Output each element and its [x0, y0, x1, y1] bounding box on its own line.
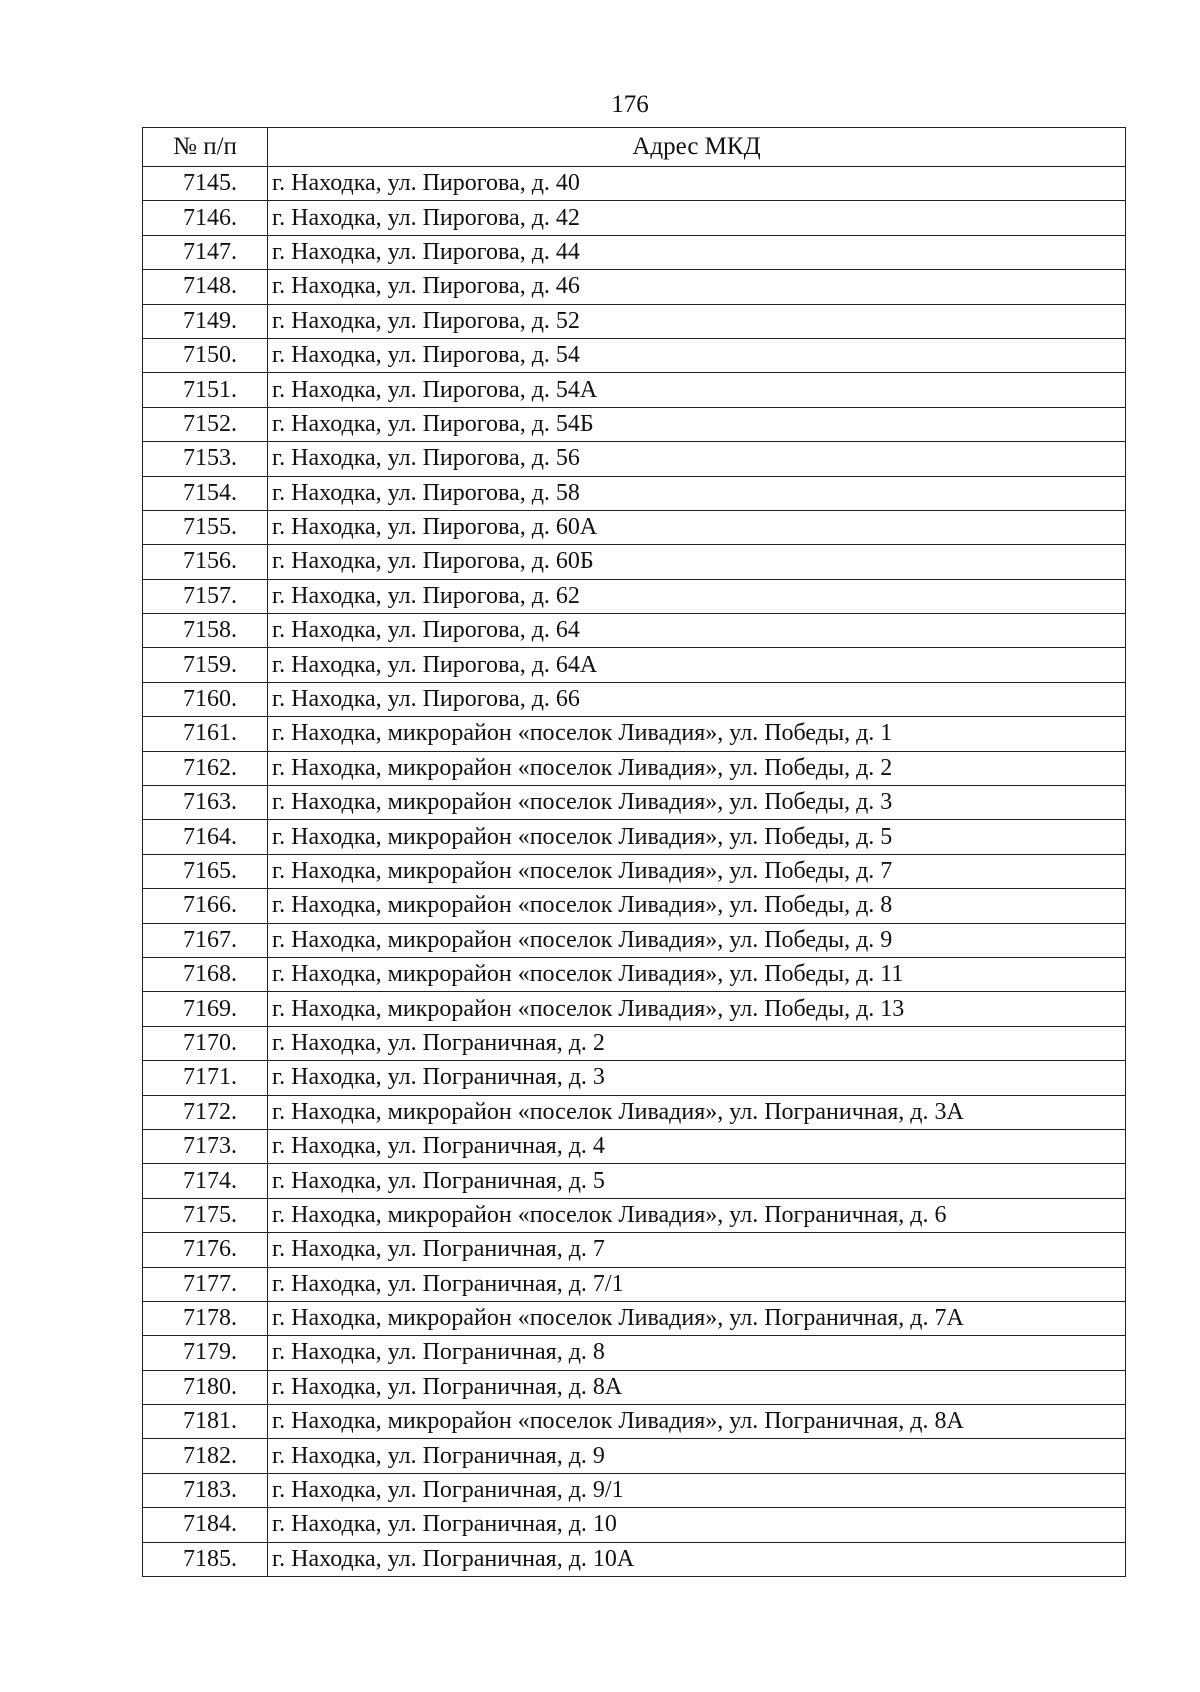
page-number: 176	[611, 91, 649, 118]
table-row	[143, 1508, 1126, 1542]
address-cell: г. Находка, ул. Пирогова, д. 60А	[268, 510, 1126, 544]
table-row	[143, 167, 1126, 201]
table-row	[143, 682, 1126, 716]
table-row	[143, 992, 1126, 1026]
table-row	[143, 1129, 1126, 1163]
table-row	[143, 1267, 1126, 1301]
row-number-cell: 7160.	[143, 682, 268, 716]
table-row	[143, 1370, 1126, 1404]
row-number-cell: 7163.	[143, 786, 268, 820]
address-cell: г. Находка, ул. Пирогова, д. 42	[268, 201, 1126, 235]
table-row	[143, 1542, 1126, 1576]
address-cell: г. Находка, микрорайон «поселок Ливадия», ул. Победы, д. 9	[268, 923, 1126, 957]
row-number-cell: 7168.	[143, 957, 268, 991]
row-number-cell: 7166.	[143, 889, 268, 923]
table-row	[143, 338, 1126, 372]
row-number-cell: 7173.	[143, 1129, 268, 1163]
address-cell: г. Находка, ул. Пирогова, д. 60Б	[268, 545, 1126, 579]
address-cell: г. Находка, ул. Пирогова, д. 66	[268, 682, 1126, 716]
row-number-cell: 7167.	[143, 923, 268, 957]
row-number-cell: 7182.	[143, 1439, 268, 1473]
address-cell: г. Находка, ул. Пограничная, д. 9	[268, 1439, 1126, 1473]
row-number-cell: 7161.	[143, 717, 268, 751]
row-number-cell: 7146.	[143, 201, 268, 235]
table-row	[143, 545, 1126, 579]
address-cell: г. Находка, ул. Пограничная, д. 7	[268, 1233, 1126, 1267]
address-cell: г. Находка, ул. Пирогова, д. 64	[268, 614, 1126, 648]
table-row	[143, 717, 1126, 751]
table-row	[143, 235, 1126, 269]
row-number-cell: 7174.	[143, 1164, 268, 1198]
row-number-cell: 7172.	[143, 1095, 268, 1129]
table-row	[143, 1405, 1126, 1439]
row-number-cell: 7154.	[143, 476, 268, 510]
table-row	[143, 373, 1126, 407]
table-header-row	[143, 128, 1126, 167]
table-row	[143, 476, 1126, 510]
table-row	[143, 1164, 1126, 1198]
row-number-cell: 7151.	[143, 373, 268, 407]
address-cell: г. Находка, ул. Пирогова, д. 52	[268, 304, 1126, 338]
row-number-cell: 7164.	[143, 820, 268, 854]
address-cell: г. Находка, ул. Пирогова, д. 46	[268, 270, 1126, 304]
table-row	[143, 1095, 1126, 1129]
table-row	[143, 270, 1126, 304]
table-row	[143, 614, 1126, 648]
address-cell: г. Находка, микрорайон «поселок Ливадия», ул. Пограничная, д. 7А	[268, 1301, 1126, 1335]
address-cell: г. Находка, микрорайон «поселок Ливадия», ул. Победы, д. 1	[268, 717, 1126, 751]
table-row	[143, 442, 1126, 476]
row-number-cell: 7176.	[143, 1233, 268, 1267]
table-row	[143, 1439, 1126, 1473]
table-row	[143, 1026, 1126, 1060]
address-cell: г. Находка, ул. Пирогова, д. 56	[268, 442, 1126, 476]
row-number-cell: 7145.	[143, 167, 268, 201]
row-number-cell: 7183.	[143, 1473, 268, 1507]
table-row	[143, 648, 1126, 682]
row-number-cell: 7153.	[143, 442, 268, 476]
address-cell: г. Находка, ул. Пирогова, д. 40	[268, 167, 1126, 201]
row-number-cell: 7181.	[143, 1405, 268, 1439]
address-cell: г. Находка, ул. Пирогова, д. 54	[268, 338, 1126, 372]
row-number-cell: 7148.	[143, 270, 268, 304]
row-number-cell: 7171.	[143, 1061, 268, 1095]
table-row	[143, 1473, 1126, 1507]
address-cell: г. Находка, ул. Пограничная, д. 8	[268, 1336, 1126, 1370]
row-number-cell: 7185.	[143, 1542, 268, 1576]
address-cell: г. Находка, микрорайон «поселок Ливадия», ул. Победы, д. 13	[268, 992, 1126, 1026]
address-cell: г. Находка, микрорайон «поселок Ливадия», ул. Победы, д. 5	[268, 820, 1126, 854]
address-cell: г. Находка, ул. Пограничная, д. 8А	[268, 1370, 1126, 1404]
table-row	[143, 1198, 1126, 1232]
table-row	[143, 1061, 1126, 1095]
row-number-cell: 7157.	[143, 579, 268, 613]
address-cell: г. Находка, микрорайон «поселок Ливадия», ул. Пограничная, д. 6	[268, 1198, 1126, 1232]
row-number-cell: 7179.	[143, 1336, 268, 1370]
table-row	[143, 201, 1126, 235]
address-cell: г. Находка, микрорайон «поселок Ливадия», ул. Победы, д. 3	[268, 786, 1126, 820]
table-row	[143, 1336, 1126, 1370]
table-row	[143, 889, 1126, 923]
column-header-address: Адрес МКД	[268, 128, 1126, 167]
row-number-cell: 7170.	[143, 1026, 268, 1060]
address-cell: г. Находка, ул. Пирогова, д. 54А	[268, 373, 1126, 407]
row-number-cell: 7180.	[143, 1370, 268, 1404]
address-cell: г. Находка, микрорайон «поселок Ливадия», ул. Победы, д. 2	[268, 751, 1126, 785]
address-cell: г. Находка, микрорайон «поселок Ливадия», ул. Победы, д. 11	[268, 957, 1126, 991]
table-row	[143, 854, 1126, 888]
address-cell: г. Находка, ул. Пирогова, д. 58	[268, 476, 1126, 510]
row-number-cell: 7169.	[143, 992, 268, 1026]
table-row	[143, 407, 1126, 441]
row-number-cell: 7156.	[143, 545, 268, 579]
row-number-cell: 7177.	[143, 1267, 268, 1301]
address-cell: г. Находка, микрорайон «поселок Ливадия», ул. Пограничная, д. 8А	[268, 1405, 1126, 1439]
address-cell: г. Находка, ул. Пограничная, д. 2	[268, 1026, 1126, 1060]
row-number-cell: 7178.	[143, 1301, 268, 1335]
address-cell: г. Находка, ул. Пограничная, д. 5	[268, 1164, 1126, 1198]
address-cell: г. Находка, ул. Пограничная, д. 9/1	[268, 1473, 1126, 1507]
address-cell: г. Находка, ул. Пограничная, д. 10	[268, 1508, 1126, 1542]
table-row	[143, 786, 1126, 820]
row-number-cell: 7175.	[143, 1198, 268, 1232]
row-number-cell: 7150.	[143, 338, 268, 372]
row-number-cell: 7147.	[143, 235, 268, 269]
row-number-cell: 7165.	[143, 854, 268, 888]
address-cell: г. Находка, ул. Пограничная, д. 10А	[268, 1542, 1126, 1576]
address-cell: г. Находка, ул. Пирогова, д. 64А	[268, 648, 1126, 682]
row-number-cell: 7158.	[143, 614, 268, 648]
row-number-cell: 7149.	[143, 304, 268, 338]
address-cell: г. Находка, ул. Пограничная, д. 3	[268, 1061, 1126, 1095]
address-cell: г. Находка, ул. Пирогова, д. 44	[268, 235, 1126, 269]
address-cell: г. Находка, микрорайон «поселок Ливадия», ул. Победы, д. 7	[268, 854, 1126, 888]
address-cell: г. Находка, ул. Пирогова, д. 54Б	[268, 407, 1126, 441]
column-header-number: № п/п	[143, 128, 268, 167]
address-cell: г. Находка, микрорайон «поселок Ливадия», ул. Пограничная, д. 3А	[268, 1095, 1126, 1129]
address-cell: г. Находка, ул. Пограничная, д. 4	[268, 1129, 1126, 1163]
row-number-cell: 7184.	[143, 1508, 268, 1542]
row-number-cell: 7162.	[143, 751, 268, 785]
table-row	[143, 923, 1126, 957]
table-row	[143, 304, 1126, 338]
table-body	[143, 167, 1126, 1577]
address-cell: г. Находка, микрорайон «поселок Ливадия», ул. Победы, д. 8	[268, 889, 1126, 923]
address-cell: г. Находка, ул. Пограничная, д. 7/1	[268, 1267, 1126, 1301]
table-row	[143, 510, 1126, 544]
table-row	[143, 751, 1126, 785]
row-number-cell: 7159.	[143, 648, 268, 682]
table-row	[143, 1233, 1126, 1267]
row-number-cell: 7152.	[143, 407, 268, 441]
address-cell: г. Находка, ул. Пирогова, д. 62	[268, 579, 1126, 613]
table-row	[143, 1301, 1126, 1335]
address-table	[142, 127, 1126, 1577]
table-row	[143, 957, 1126, 991]
row-number-cell: 7155.	[143, 510, 268, 544]
table-row	[143, 579, 1126, 613]
table-row	[143, 820, 1126, 854]
